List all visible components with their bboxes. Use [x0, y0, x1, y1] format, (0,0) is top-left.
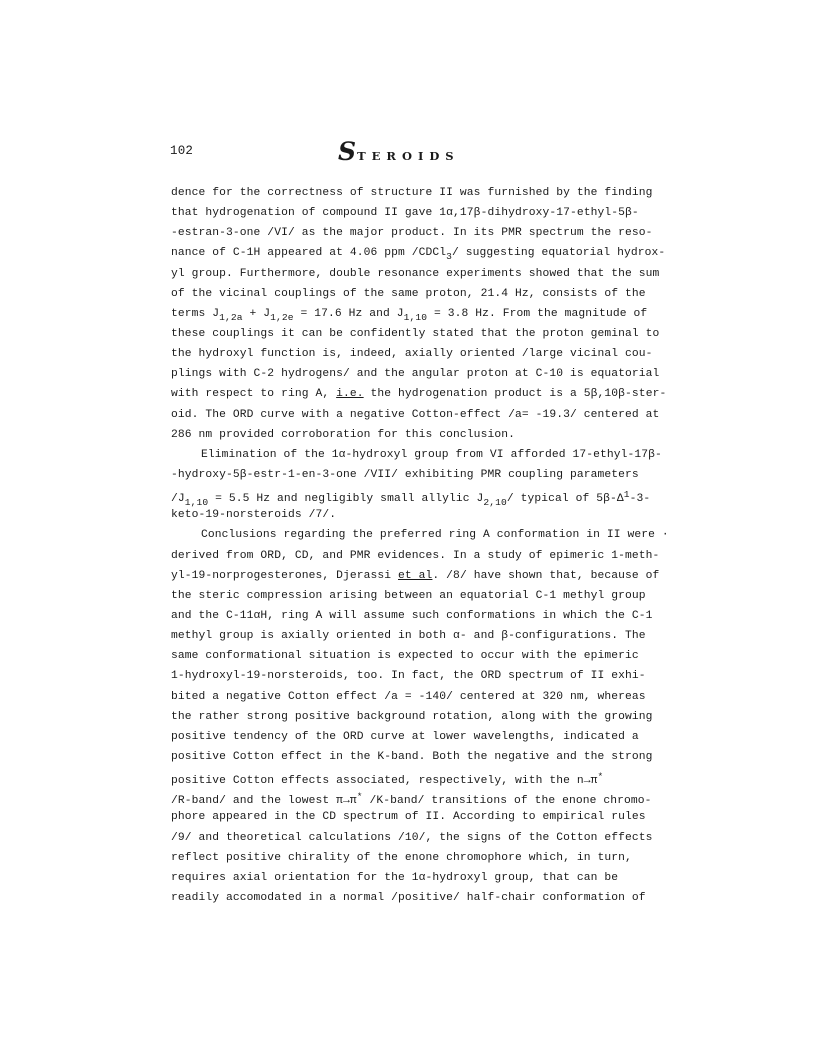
underlined-text: et al — [398, 569, 433, 582]
journal-title-lead: S — [338, 137, 358, 166]
text-fragment: /K-band/ transitions of the enone chromo- — [362, 795, 652, 808]
text-line: -hydroxy-5β-estr-1-en-3-one /VII/ exhibiting PMR coupling parameters — [171, 468, 639, 481]
text-line — [171, 767, 651, 787]
text-line — [171, 566, 660, 586]
underlined-text: i.e. — [336, 388, 364, 401]
text-line: the rather strong positive background rotation, along with the growing — [171, 710, 653, 723]
text-line: the hydroxyl function is, indeed, axially oriented /large vicinal cou- — [171, 348, 653, 361]
text-line: that hydrogenation of compound II gave 1α,17β-dihydroxy-17-ethyl-5β- — [171, 207, 639, 220]
text-line: phore appeared in the CD spectrum of II. According to empirical rules — [171, 811, 646, 824]
text-line: of the vicinal couplings of the same proton, 21.4 Hz, consists of the — [171, 287, 646, 300]
text-line — [171, 485, 651, 509]
text-line: 286 nm provided corroboration for this conclusion. — [171, 428, 515, 441]
superscript: * — [597, 771, 604, 783]
text-line: methyl group is axially oriented in both α- and β-configurations. The — [171, 630, 646, 643]
text-fragment: / suggesting equatorial hydrox- — [452, 247, 666, 260]
text-line: same conformational situation is expected to occur with the epimeric — [171, 650, 639, 663]
text-fragment: -3- — [629, 493, 651, 506]
text-fragment: /R-band/ and the lowest π→π — [171, 795, 357, 808]
text-line: derived from ORD, CD, and PMR evidences. In a study of epimeric 1-meth- — [171, 549, 660, 562]
text-line: the steric compression arising between an equatorial C-1 methyl group — [171, 589, 646, 602]
body-text — [171, 183, 669, 908]
text-line — [171, 384, 667, 404]
text-fragment: . /8/ have shown that, because of — [432, 569, 660, 582]
text-line: readily accomodated in a normal /positive/ half-chair conformation of — [171, 891, 646, 904]
text-fragment: the hydrogenation product is a 5β,10β-ster- — [363, 388, 667, 401]
text-fragment: positive Cotton effects associated, respectively, with the n→π — [171, 775, 598, 788]
text-line: requires axial orientation for the 1α-hydroxyl group, that can be — [171, 871, 619, 884]
text-line: yl group. Furthermore, double resonance experiments showed that the sum — [171, 267, 660, 280]
text-line: these couplings it can be confidently stated that the proton geminal to — [171, 327, 660, 340]
text-line: reflect positive chirality of the enone chromophore which, in turn, — [171, 851, 632, 864]
text-line: 1-hydroxyl-19-norsteroids, too. In fact, the ORD spectrum of II exhi- — [171, 670, 646, 683]
text-line: positive Cotton effect in the K-band. Both the negative and the strong — [171, 750, 653, 763]
text-fragment: terms J — [171, 307, 220, 320]
text-line — [171, 243, 666, 263]
page-number: 102 — [170, 144, 194, 158]
text-fragment: = 3.8 Hz. From the magnitude of — [427, 307, 648, 320]
text-line: dence for the correctness of structure II was furnished by the finding — [171, 187, 653, 199]
text-fragment: = 5.5 Hz and negligibly small allylic J — [208, 493, 484, 506]
text-line: -estran-3-one /VI/ as the major product. In its PMR spectrum the reso- — [171, 227, 653, 240]
subscript: 1,10 — [184, 497, 209, 509]
subscript: 3 — [446, 251, 453, 263]
journal-title — [338, 137, 460, 166]
text-line: oid. The ORD curve with a negative Cotton-effect /a= -19.3/ centered at — [171, 408, 660, 421]
subscript: 2,10 — [483, 497, 507, 509]
text-line: and the C-11αH, ring A will assume such conformations in which the C-1 — [171, 609, 653, 622]
subscript: 1,10 — [403, 311, 428, 323]
text-fragment: + J — [242, 307, 271, 320]
subscript: 1,2e — [270, 311, 294, 323]
text-line: bited a negative Cotton effect /a = -140/ centered at 320 nm, whereas — [171, 690, 646, 703]
text-fragment: /J — [171, 493, 185, 506]
text-fragment: nance of C-1H appeared at 4.06 ppm /CDCl — [171, 247, 447, 260]
text-line: Elimination of the 1α-hydroxyl group from VI afforded 17-ethyl-17β- — [201, 448, 662, 461]
text-fragment: yl-19-norprogesterones, Djerassi — [171, 569, 399, 582]
text-line: Conclusions regarding the preferred ring A conformation in II were · — [201, 529, 669, 542]
text-line: /9/ and theoretical calculations /10/, the signs of the Cotton effects — [171, 831, 653, 844]
text-line: plings with C-2 hydrogens/ and the angular proton at C-10 is equatorial — [171, 368, 660, 381]
subscript: 1,2a — [219, 311, 243, 323]
text-line — [171, 304, 651, 324]
text-line: positive tendency of the ORD curve at lower wavelengths, indicated a — [171, 730, 639, 743]
journal-title-rest: TEROIDS — [357, 149, 460, 163]
text-line: keto-19-norsteroids /7/. — [171, 509, 337, 522]
text-line — [171, 787, 651, 807]
superscript: * — [356, 791, 363, 803]
text-fragment: = 17.6 Hz and J — [293, 307, 404, 320]
text-fragment: with respect to ring A, — [171, 388, 337, 401]
superscript: 1 — [623, 489, 630, 501]
text-fragment: / typical of 5β-Δ — [506, 493, 624, 506]
